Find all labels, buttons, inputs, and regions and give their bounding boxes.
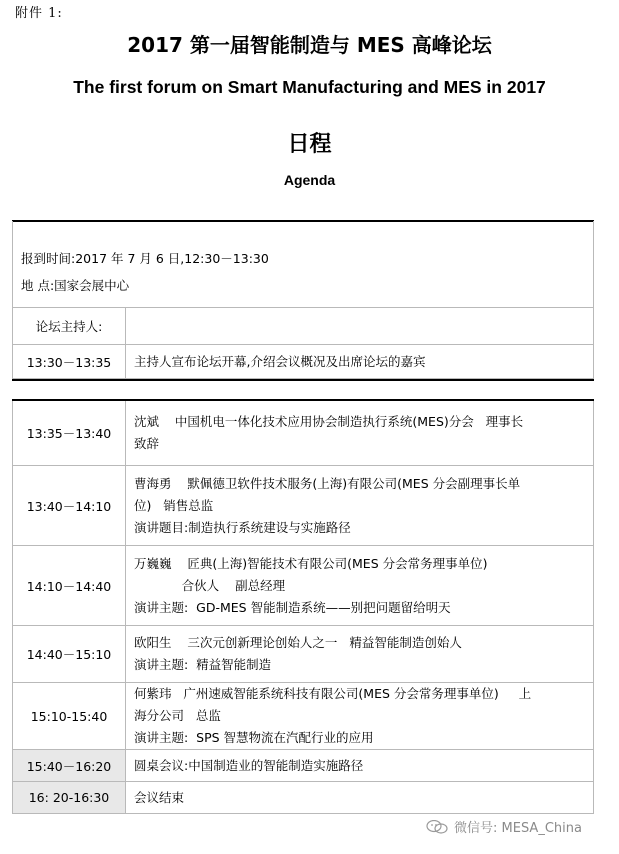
session-line: 海分公司 总监	[134, 708, 221, 723]
session-line: 万巍巍 匠典(上海)智能技术有限公司(MES 分会常务理事单位)	[134, 555, 488, 571]
session-line: 演讲主题: GD-MES 智能制造系统——别把问题留给明天	[134, 599, 451, 615]
session-line: 位) 销售总监	[134, 497, 214, 513]
opening-table	[12, 307, 594, 379]
session-line: 曹海勇 默佩德卫软件技术服务(上海)有限公司(MES 分会副理事长单	[134, 475, 521, 491]
host-row	[13, 308, 594, 345]
venue: 地 点:国家会展中心	[21, 278, 130, 293]
session-line: 会议结束	[134, 789, 185, 805]
opening-row	[13, 345, 594, 379]
host-value	[126, 308, 594, 345]
session-detail	[126, 750, 594, 782]
session-detail	[126, 626, 594, 683]
sessions-table	[12, 399, 594, 814]
session-detail	[126, 400, 594, 466]
session-row	[13, 546, 594, 626]
session-time: 15:40－16:20	[13, 750, 126, 782]
page-subtitle: The first forum on Smart Manufacturing and MES in 2017	[73, 77, 546, 97]
session-line: 演讲主题: SPS 智慧物流在汽配行业的应用	[134, 730, 374, 745]
watermark	[426, 817, 582, 836]
session-detail	[126, 546, 594, 626]
session-time: 14:40－15:10	[13, 626, 126, 683]
session-line: 致辞	[134, 435, 160, 451]
divider-bottom	[12, 399, 594, 401]
session-time: 16: 20-16:30	[13, 782, 126, 814]
session-row	[13, 466, 594, 546]
session-row	[13, 626, 594, 683]
host-label: 论坛主持人:	[13, 308, 126, 345]
opening-desc: 主持人宣布论坛开幕,介绍会议概况及出席论坛的嘉宾	[126, 345, 594, 379]
session-time: 13:40－14:10	[13, 466, 126, 546]
watermark-text: 微信号: MESA_China	[454, 821, 582, 836]
session-detail	[126, 466, 594, 546]
divider-middle	[12, 379, 594, 381]
registration-time: 报到时间:2017 年 7 月 6 日,12:30－13:30	[21, 251, 269, 266]
wechat-icon	[426, 820, 448, 834]
attachment-label: 附件 1:	[15, 6, 63, 21]
session-line: 圆桌会议:中国制造业的智能制造实施路径	[134, 757, 364, 773]
session-line: 演讲主题: 精益智能制造	[134, 657, 272, 672]
session-detail	[126, 683, 594, 750]
schedule-heading: 日程	[287, 132, 332, 157]
session-detail	[126, 782, 594, 814]
session-time: 15:10-15:40	[13, 683, 126, 750]
session-time: 13:35－13:40	[13, 400, 126, 466]
session-line: 合伙人 副总经理	[134, 577, 286, 593]
session-line: 沈斌 中国机电一体化技术应用协会制造执行系统(MES)分会 理事长	[134, 413, 524, 429]
page-title: 2017 第一届智能制造与 MES 高峰论坛	[127, 33, 492, 57]
session-row	[13, 750, 594, 782]
session-row	[13, 782, 594, 814]
session-row	[13, 400, 594, 466]
session-line: 何紫玮 广州速威智能系统科技有限公司(MES 分会常务理事单位) 上	[134, 686, 532, 701]
agenda-heading: Agenda	[283, 172, 336, 188]
session-line: 演讲题目:制造执行系统建设与实施路径	[134, 519, 351, 535]
session-row	[13, 683, 594, 750]
registration-info	[12, 221, 594, 307]
session-time: 14:10－14:40	[13, 546, 126, 626]
opening-time: 13:30－13:35	[13, 345, 126, 379]
session-line: 欧阳生 三次元创新理论创始人之一 精益智能制造创始人	[134, 635, 462, 650]
